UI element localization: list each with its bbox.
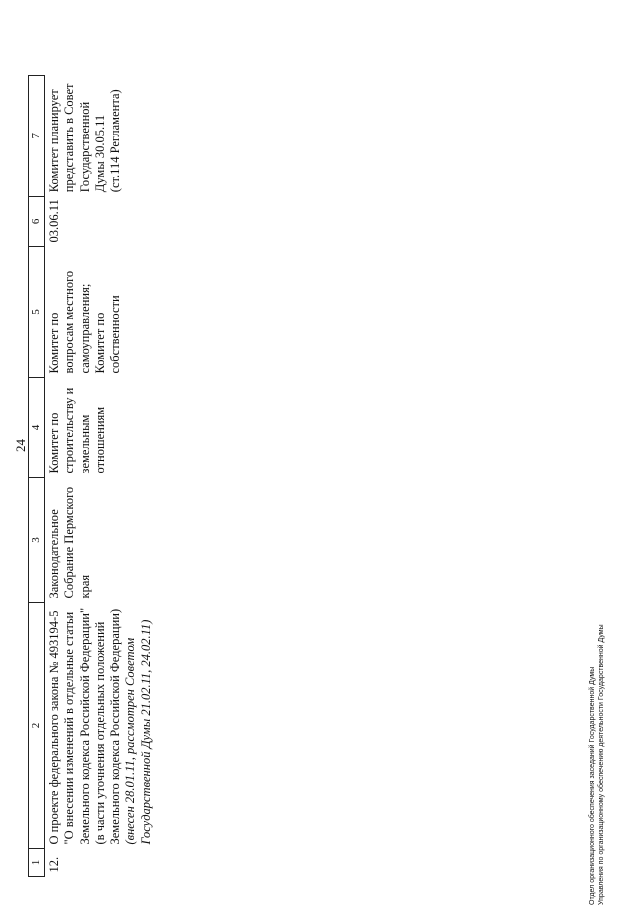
- lead-committee-line: отношениям: [92, 406, 107, 474]
- date-cell: 03.06.11: [47, 199, 61, 243]
- bill-title-line: "О внесении изменений в отдельные статьи: [62, 611, 77, 845]
- footer: [588, 475, 607, 905]
- bill-status-line: Государственной Думы 21.02.11, 24.02.11): [138, 619, 153, 845]
- header-col-1: 1: [29, 849, 45, 877]
- lead-committee-cell: [45, 378, 154, 478]
- note-line: Думы 30.05.11: [92, 114, 107, 193]
- header-col-2: 2: [29, 603, 45, 849]
- bill-status-line: (внесен 28.01.11, рассмотрен Советом: [123, 637, 138, 845]
- bill-title-cell: [45, 603, 154, 849]
- co-committee-line: собственности: [108, 295, 122, 374]
- note-cell: [45, 75, 154, 196]
- author-line: края: [77, 574, 92, 599]
- note-line: Комитет планирует: [47, 89, 61, 193]
- author-line: Собрание Пермского: [62, 486, 77, 599]
- page-number: 24: [13, 439, 28, 452]
- co-committee-line: самоуправления;: [77, 283, 92, 374]
- agenda-table: [28, 75, 154, 877]
- footer-line: Отдел организационного обеспечения заседаний Государственной Думы: [589, 666, 596, 905]
- co-committee-line: вопросам местного: [62, 270, 77, 374]
- header-row: [29, 75, 45, 876]
- co-committee-line: Комитет по: [47, 312, 61, 374]
- header-col-3: 3: [29, 478, 45, 603]
- lead-committee-line: строительству и: [62, 387, 77, 474]
- co-committee-cell: [45, 247, 154, 378]
- lead-committee-line: земельным: [77, 414, 92, 474]
- author-cell: [45, 478, 154, 603]
- bill-title-line: Земельного кодекса Российской Федерации": [77, 607, 92, 845]
- note-line: представить в Совет: [62, 83, 77, 193]
- bill-title-line: (в части уточнения отдельных положений: [92, 621, 107, 845]
- row-number: 12.: [47, 856, 61, 873]
- bill-title-line: Земельного кодекса Российской Федерации): [108, 608, 122, 845]
- header-col-4: 4: [29, 378, 45, 478]
- table-row: [45, 75, 154, 876]
- bill-title-line: О проекте федерального закона № 493194-5: [47, 610, 61, 845]
- co-committee-line: Комитет по: [92, 312, 107, 374]
- footer-line: Управления по организационному обеспечению деятельности Государственной Думы: [598, 624, 606, 905]
- header-col-5: 5: [29, 247, 45, 378]
- lead-committee-line: Комитет по: [47, 412, 61, 474]
- header-col-6: 6: [29, 196, 45, 246]
- note-line: Государственной: [77, 101, 92, 193]
- header-col-7: 7: [29, 75, 45, 196]
- note-line: (ст.114 Регламента): [108, 89, 122, 193]
- author-line: Законодательное: [47, 509, 61, 599]
